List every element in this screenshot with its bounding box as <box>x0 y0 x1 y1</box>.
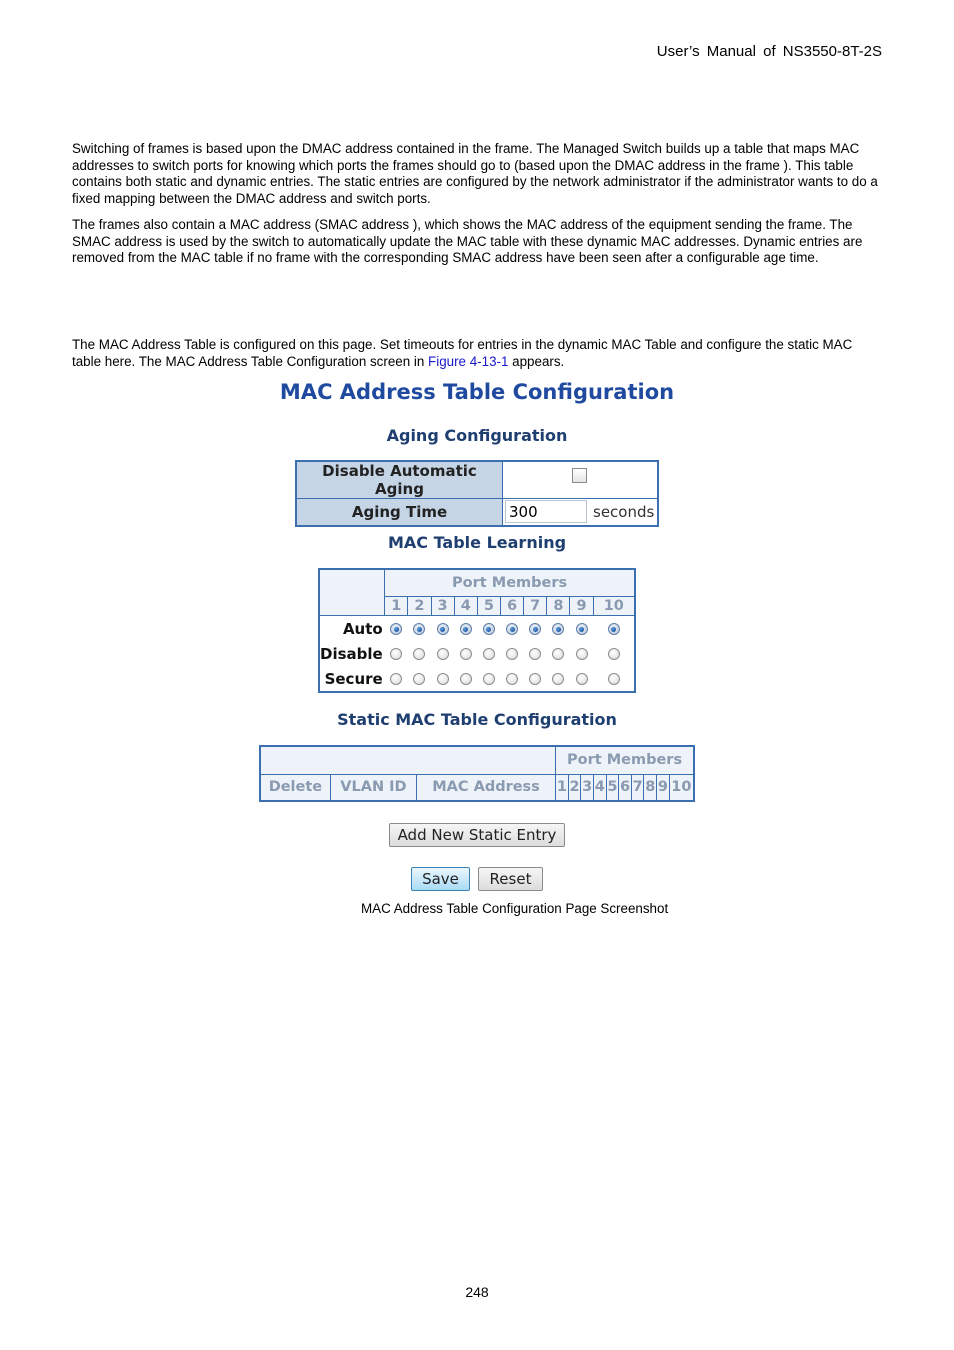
learning-radio-cell <box>547 616 570 642</box>
disable-aging-cell <box>503 461 659 499</box>
learning-radio-cell <box>385 641 408 666</box>
learning-radio[interactable] <box>552 623 564 635</box>
learning-radio[interactable] <box>390 648 402 660</box>
static-port-header: 7 <box>631 774 644 801</box>
static-port-header: 10 <box>669 774 694 801</box>
reset-button[interactable]: Reset <box>478 867 543 891</box>
static-blank-header <box>260 746 556 774</box>
learning-radio-cell <box>524 666 547 692</box>
learning-radio[interactable] <box>413 648 425 660</box>
learning-radio[interactable] <box>483 673 495 685</box>
learning-radio[interactable] <box>576 673 588 685</box>
learning-mode-label: Auto <box>342 619 383 638</box>
learning-radio-cell <box>408 641 431 666</box>
learning-radio-cell <box>477 616 500 642</box>
learning-radio[interactable] <box>529 648 541 660</box>
aging-time-unit: seconds <box>593 503 655 521</box>
intro-text: The MAC Address Table is configured on this page. Set timeouts for entries in the dynamic MAC Table and configure the static MAC table here. The MAC Address Table Configuration screen in <box>72 337 853 369</box>
learning-mode-label: Disable <box>320 644 383 663</box>
learning-port-header: 8 <box>547 597 570 616</box>
learning-port-header: 4 <box>454 597 477 616</box>
learning-radio[interactable] <box>460 648 472 660</box>
learning-radio-cell <box>500 666 523 692</box>
learning-radio-cell <box>500 616 523 642</box>
learning-radio-cell <box>570 616 593 642</box>
learning-radio[interactable] <box>576 648 588 660</box>
static-port-header: 4 <box>593 774 606 801</box>
static-heading: Static MAC Table Configuration <box>337 710 617 729</box>
disable-aging-checkbox[interactable] <box>572 468 587 483</box>
static-column-header: MAC Address <box>417 774 556 801</box>
paragraph-switching: Switching of frames is based upon the DMAC address contained in the frame. The Managed Switch builds up a table that maps MAC addresses to switch ports for knowing which ports the frames should go to (based upon the DMAC address in the frame ). This table contains both static and dynamic entries. The static entries are configured by the network administrator if the administrator wants to do a fixed mapping between the DMAC address and switch ports. <box>72 141 878 206</box>
learning-radio-cell <box>431 616 454 642</box>
learning-radio[interactable] <box>413 623 425 635</box>
learning-radio[interactable] <box>552 648 564 660</box>
learning-mode-label: Secure <box>324 669 383 688</box>
learning-radio-cell <box>408 666 431 692</box>
learning-port-header: 10 <box>593 597 635 616</box>
page-number: 248 <box>465 1284 489 1300</box>
learning-radio[interactable] <box>437 673 449 685</box>
static-port-header: 1 <box>556 774 569 801</box>
learning-radio-cell <box>385 666 408 692</box>
learning-radio[interactable] <box>460 623 472 635</box>
learning-mode-row <box>319 641 635 666</box>
learning-radio-cell <box>593 616 635 642</box>
intro-text-end: appears. <box>508 353 565 369</box>
learning-radio-cell <box>524 641 547 666</box>
static-table <box>259 745 695 802</box>
learning-radio[interactable] <box>608 673 620 685</box>
aging-time-label: Aging Time <box>296 499 503 527</box>
learning-port-members-header: Port Members <box>385 569 635 597</box>
static-port-header: 6 <box>619 774 632 801</box>
learning-port-header: 5 <box>477 597 500 616</box>
paragraph-intro <box>72 337 884 370</box>
paragraph-smac: The frames also contain a MAC address (SMAC address ), which shows the MAC address of the equipment sending the frame. The SMAC address is used by the switch to automatically update the MAC table with these dynamic MAC addresses. Dynamic entries are removed from the MAC table if no frame with the corresponding SMAC address have been seen after a configurable age time. <box>72 217 863 266</box>
learning-radio-cell <box>547 666 570 692</box>
learning-radio[interactable] <box>506 673 518 685</box>
aging-time-input[interactable]: 300 <box>505 500 587 523</box>
learning-heading: MAC Table Learning <box>387 533 567 552</box>
learning-radio[interactable] <box>552 673 564 685</box>
learning-radio[interactable] <box>608 623 620 635</box>
figure-link[interactable]: Figure 4-13-1 <box>428 353 509 369</box>
learning-radio-cell <box>408 616 431 642</box>
learning-radio-cell <box>593 641 635 666</box>
learning-mode-row <box>319 666 635 692</box>
static-port-header: 3 <box>581 774 594 801</box>
add-static-entry-button[interactable]: Add New Static Entry <box>389 823 565 847</box>
disable-aging-label: Disable Automatic Aging <box>296 461 503 499</box>
learning-radio[interactable] <box>483 648 495 660</box>
learning-radio-cell <box>385 616 408 642</box>
static-port-header: 2 <box>568 774 581 801</box>
learning-radio[interactable] <box>437 623 449 635</box>
learning-port-header: 7 <box>524 597 547 616</box>
learning-port-header: 6 <box>500 597 523 616</box>
learning-port-header: 3 <box>431 597 454 616</box>
learning-radio-cell <box>570 641 593 666</box>
learning-radio-cell <box>593 666 635 692</box>
aging-table <box>295 460 659 527</box>
learning-radio-cell <box>454 641 477 666</box>
learning-port-header: 9 <box>570 597 593 616</box>
learning-radio-cell <box>570 666 593 692</box>
learning-radio[interactable] <box>529 673 541 685</box>
learning-table <box>318 568 636 693</box>
learning-radio[interactable] <box>390 623 402 635</box>
learning-port-header: 1 <box>385 597 408 616</box>
learning-radio-cell <box>454 616 477 642</box>
figure-caption: MAC Address Table Configuration Page Screenshot <box>361 901 669 916</box>
learning-mode-row <box>319 616 635 642</box>
learning-radio[interactable] <box>483 623 495 635</box>
learning-radio-cell <box>431 666 454 692</box>
learning-radio[interactable] <box>506 648 518 660</box>
static-port-members-header: Port Members <box>556 746 694 774</box>
aging-heading: Aging Configuration <box>386 426 568 445</box>
learning-corner <box>319 569 385 616</box>
learning-radio-cell <box>477 641 500 666</box>
learning-radio[interactable] <box>460 673 472 685</box>
learning-radio-cell <box>454 666 477 692</box>
static-port-header: 9 <box>657 774 670 801</box>
learning-radio-cell <box>477 666 500 692</box>
learning-radio-cell <box>431 641 454 666</box>
learning-radio[interactable] <box>413 673 425 685</box>
static-column-header: Delete <box>260 774 330 801</box>
aging-time-cell <box>503 499 659 527</box>
static-port-header: 8 <box>644 774 657 801</box>
learning-radio-cell <box>547 641 570 666</box>
learning-port-header: 2 <box>408 597 431 616</box>
static-column-header: VLAN ID <box>330 774 416 801</box>
learning-radio[interactable] <box>437 648 449 660</box>
learning-radio[interactable] <box>576 623 588 635</box>
manual-header: User’s Manual of NS3550-8T-2S <box>656 43 882 60</box>
static-port-header: 5 <box>606 774 619 801</box>
learning-radio-cell <box>500 641 523 666</box>
learning-radio[interactable] <box>608 648 620 660</box>
learning-radio[interactable] <box>506 623 518 635</box>
config-title: MAC Address Table Configuration <box>279 380 675 404</box>
learning-radio[interactable] <box>529 623 541 635</box>
learning-radio[interactable] <box>390 673 402 685</box>
save-button[interactable]: Save <box>411 867 470 891</box>
learning-radio-cell <box>524 616 547 642</box>
